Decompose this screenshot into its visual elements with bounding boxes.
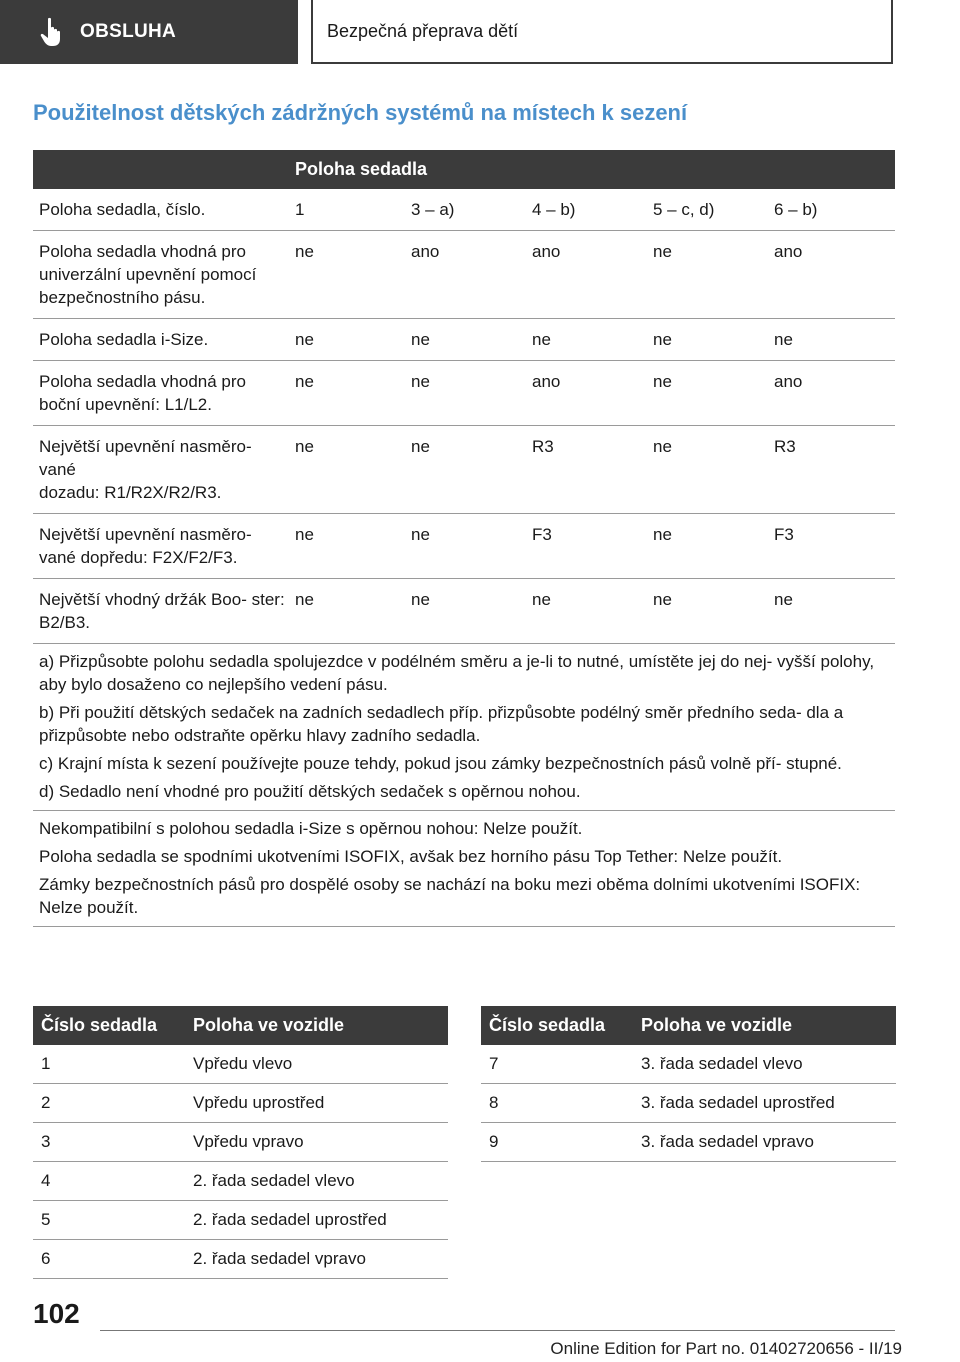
compatibility-notes — [33, 811, 895, 927]
section-label: OBSLUHA — [80, 21, 177, 42]
seat-position: 3. řada sedadel uprostřed — [641, 1093, 835, 1112]
table-body — [33, 1045, 448, 1279]
table-cell: ne — [295, 590, 314, 609]
row-label: Největší vhodný držák Boo‐ ster: B2/B3. — [39, 590, 285, 632]
table-cell: ne — [653, 372, 672, 391]
seat-position: 3. řada sedadel vlevo — [641, 1054, 803, 1073]
table-cell: 5 – c, d) — [653, 200, 715, 219]
table-row — [33, 426, 895, 514]
table-cell: ne — [653, 590, 672, 609]
table-cell: ano — [411, 242, 440, 261]
row-label: Poloha sedadla i-Size. — [39, 330, 209, 349]
row-label: Největší upevnění nasměro‐ vané dozadu: R1/R2X/R2/R3. — [39, 437, 252, 502]
seat-number: 8 — [489, 1093, 499, 1112]
table-cell: 4 – b) — [532, 200, 576, 219]
table-cell: ne — [411, 330, 430, 349]
table-cell: R3 — [532, 437, 554, 456]
seat-position: Vpředu vpravo — [193, 1132, 304, 1151]
seat-number: 7 — [489, 1054, 499, 1073]
column-header-position: Poloha ve vozidle — [641, 1015, 793, 1035]
table-header — [33, 1006, 448, 1045]
seat-number: 6 — [41, 1249, 51, 1268]
table-cell: ne — [411, 437, 430, 456]
seat-position: 2. řada sedadel vpravo — [193, 1249, 366, 1268]
footnote-a: a) Přizpůsobte polohu sedadla spolujezdce v podélném směru a je-li to nutné, umístěte jej do nej‐ vyšší polohy, aby bylo dosaženo co nejlepšího vedení pásu. — [39, 652, 875, 694]
table-row — [481, 1123, 896, 1162]
hand-pointer-icon — [40, 17, 66, 47]
table-row — [33, 1123, 448, 1162]
table-cell: F3 — [774, 525, 794, 544]
table-row — [481, 1084, 896, 1123]
table-cell: ne — [295, 330, 314, 349]
note: Zámky bezpečnostních pásů pro dospělé osoby se nachází na boku mezi oběma dolními ukotveními ISOFIX: Nelze použít. — [39, 875, 861, 917]
table-row — [33, 361, 895, 426]
column-header-position: Poloha ve vozidle — [193, 1015, 345, 1035]
row-label: Největší upevnění nasměro‐ vané dopředu: F2X/F2/F3. — [39, 525, 252, 567]
table-row — [33, 1201, 448, 1240]
table-cell: ano — [532, 242, 561, 261]
table-header — [481, 1006, 896, 1045]
table-cell: ne — [295, 242, 314, 261]
footer-divider — [100, 1330, 895, 1331]
table-cell: ano — [774, 242, 803, 261]
table-cell: 1 — [295, 200, 305, 219]
table-body — [481, 1045, 896, 1162]
table-row — [33, 189, 895, 231]
seat-number: 1 — [41, 1054, 51, 1073]
table-cell: ne — [411, 372, 430, 391]
footnote-d: d) Sedadlo není vhodné pro použití dětských sedaček s opěrnou nohou. — [39, 782, 581, 801]
footnote-c: c) Krajní místa k sezení používejte pouze tehdy, pokud jsou zámky bezpečnostních pásů volně pří‐ stupné. — [39, 754, 842, 773]
seat-position: Vpředu vlevo — [193, 1054, 293, 1073]
table-row — [33, 231, 895, 319]
table-cell: ano — [774, 372, 803, 391]
note: Nekompatibilní s polohou sedadla i-Size s opěrnou nohou: Nelze použít. — [39, 819, 583, 838]
section-tab[interactable] — [0, 0, 298, 64]
column-header-seat-number: Číslo sedadla — [41, 1015, 158, 1035]
chapter-header — [311, 0, 893, 64]
table-header-label: Poloha sedadla — [295, 159, 428, 179]
table-cell: ne — [411, 525, 430, 544]
table-cell: ne — [411, 590, 430, 609]
table-cell: ne — [532, 590, 551, 609]
seat-number: 5 — [41, 1210, 51, 1229]
page-number: 102 — [33, 1298, 80, 1329]
footnotes — [33, 644, 895, 811]
table-body — [33, 189, 895, 644]
seat-number: 4 — [41, 1171, 51, 1190]
table-row — [33, 1045, 448, 1084]
footnote-b: b) Při použití dětských sedaček na zadních sedadlech příp. přizpůsobte podélný směr předního seda‐ dla a přizpůsobte nebo odstraňte opěrku hlavy zadního sedadla. — [39, 703, 844, 745]
table-row — [33, 1240, 448, 1279]
table-row — [33, 514, 895, 579]
table-cell: ne — [774, 590, 793, 609]
seat-position: 2. řada sedadel vlevo — [193, 1171, 355, 1190]
row-label: Poloha sedadla vhodná pro boční upevnění: L1/L2. — [39, 372, 246, 414]
seat-number: 3 — [41, 1132, 51, 1151]
row-label: Poloha sedadla, číslo. — [39, 200, 206, 219]
table-row — [33, 579, 895, 644]
table-cell: 3 – a) — [411, 200, 455, 219]
seat-position: 2. řada sedadel uprostřed — [193, 1210, 387, 1229]
edition-note: Online Edition for Part no. 01402720656 - II/19 — [550, 1339, 902, 1358]
seat-number: 9 — [489, 1132, 499, 1151]
seat-position: 3. řada sedadel vpravo — [641, 1132, 814, 1151]
table-cell: ano — [532, 372, 561, 391]
table-row — [33, 1084, 448, 1123]
column-header-seat-number: Číslo sedadla — [489, 1015, 606, 1035]
table-cell: F3 — [532, 525, 552, 544]
table-cell: 6 – b) — [774, 200, 818, 219]
seat-usability-table — [33, 150, 895, 927]
seat-number-table-left — [33, 1006, 448, 1279]
table-cell: ne — [774, 330, 793, 349]
page-title: Použitelnost dětských zádržných systémů na místech k sezení — [33, 100, 688, 125]
table-cell: ne — [653, 330, 672, 349]
note: Poloha sedadla se spodními ukotveními ISOFIX, avšak bez horního pásu Top Tether: Nelze použít. — [39, 847, 783, 866]
seat-position: Vpředu uprostřed — [193, 1093, 325, 1112]
table-row — [33, 1162, 448, 1201]
table-cell: ne — [653, 437, 672, 456]
table-cell: ne — [295, 525, 314, 544]
table-cell: ne — [653, 242, 672, 261]
table-row — [33, 319, 895, 361]
table-cell: ne — [295, 372, 314, 391]
seat-number: 2 — [41, 1093, 51, 1112]
row-label: Poloha sedadla vhodná pro univerzální upevnění pomocí bezpečnostního pásu. — [39, 242, 257, 307]
chapter-title: Bezpečná přeprava dětí — [327, 20, 519, 41]
seat-number-table-right — [481, 1006, 896, 1162]
table-row — [481, 1045, 896, 1084]
table-cell: ne — [532, 330, 551, 349]
table-cell: R3 — [774, 437, 796, 456]
table-cell: ne — [653, 525, 672, 544]
table-header — [33, 150, 895, 189]
table-cell: ne — [295, 437, 314, 456]
